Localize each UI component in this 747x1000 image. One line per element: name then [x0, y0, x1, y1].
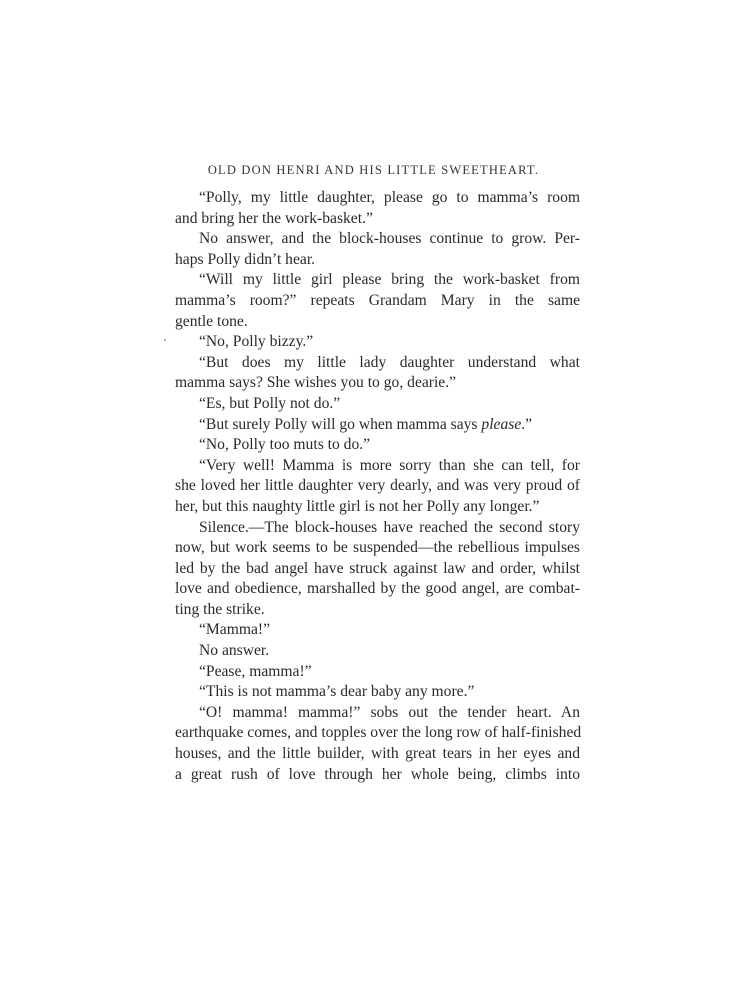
- text-line: [175, 620, 580, 641]
- text-line: [175, 538, 580, 559]
- line-text: led by the bad angel have struck against law and order, whilst: [175, 559, 580, 577]
- line-text: “Polly, my little daughter, please go to mamma’s room: [199, 189, 580, 206]
- text-line: [175, 415, 580, 436]
- text-line: [175, 579, 580, 600]
- text-line: [175, 518, 580, 539]
- line-text: she loved her little daughter very dearly, and was very proud of: [175, 477, 580, 495]
- line-text: “Mamma!”: [199, 621, 271, 639]
- text-line: [175, 332, 580, 353]
- line-text: haps Polly didn’t hear.: [175, 250, 316, 268]
- line-text: No answer.: [199, 642, 270, 660]
- line-text: and bring her the work-basket.”: [175, 209, 373, 227]
- line-text: “O! mamma! mamma!” sobs out the tender heart. An: [199, 703, 580, 721]
- text-line: [175, 270, 580, 291]
- text-line: [175, 765, 580, 786]
- text-line: [175, 435, 580, 456]
- text-line: [175, 682, 580, 703]
- text-line: [175, 188, 580, 209]
- line-text: “Pease, mamma!”: [199, 662, 312, 680]
- text-line: [175, 497, 580, 518]
- line-text: earthquake comes, and topples over the long row of half-finished: [175, 724, 582, 742]
- text-line: [175, 723, 580, 744]
- line-text: ting the strike.: [175, 600, 265, 618]
- line-text: “This is not mamma’s dear baby any more.”: [199, 683, 475, 701]
- line-text: houses, and the little builder, with great tears in her eyes and: [175, 745, 580, 763]
- line-text: “But does my little lady daughter understand what: [199, 353, 580, 371]
- line-text: “But surely Polly will go when mamma says: [199, 415, 482, 433]
- text-line: [175, 662, 580, 683]
- line-text: a great rush of love through her whole being, climbs into: [175, 765, 580, 783]
- line-text: now, but work seems to be suspended—the rebellious impulses: [175, 539, 580, 557]
- text-line: [175, 559, 580, 580]
- ink-speck: [164, 339, 166, 341]
- text-line: [175, 353, 580, 374]
- text-line: [175, 476, 580, 497]
- body-text: [175, 188, 580, 785]
- line-text: “Will my little girl please bring the work-basket from: [199, 271, 580, 289]
- line-text: “No, Polly bizzy.”: [199, 333, 314, 351]
- running-head: OLD DON HENRI AND HIS LITTLE SWEETHEART.: [207, 163, 540, 177]
- emphasized-word: please: [481, 415, 522, 433]
- text-line: [175, 703, 580, 724]
- text-line: [175, 209, 580, 230]
- text-line: [175, 250, 580, 271]
- line-text: her, but this naughty little girl is not her Polly any longer.”: [175, 497, 540, 515]
- text-line: [175, 744, 580, 765]
- text-line: [175, 641, 580, 662]
- text-line: [175, 229, 580, 250]
- line-text: “No, Polly too muts to do.”: [199, 436, 371, 454]
- text-line: [175, 312, 580, 333]
- line-text: mamma’s room?” repeats Grandam Mary in the same: [175, 291, 580, 309]
- line-text: No answer, and the block-houses continue to grow. Per-: [199, 230, 580, 248]
- line-text-tail: .”: [521, 415, 533, 433]
- line-text: love and obedience, marshalled by the good angel, are combat-: [175, 580, 580, 598]
- text-line: [175, 373, 580, 394]
- text-line: [175, 394, 580, 415]
- line-text: mamma says? She wishes you to go, dearie.”: [175, 374, 457, 392]
- line-text: Silence.—The block-houses have reached the second story: [199, 518, 580, 536]
- line-text: gentle tone.: [175, 312, 248, 330]
- text-line: [175, 456, 580, 477]
- text-line: [175, 291, 580, 312]
- line-text: “Es, but Polly not do.”: [199, 394, 341, 412]
- line-text: “Very well! Mamma is more sorry than she can tell, for: [199, 456, 580, 474]
- text-line: [175, 600, 580, 621]
